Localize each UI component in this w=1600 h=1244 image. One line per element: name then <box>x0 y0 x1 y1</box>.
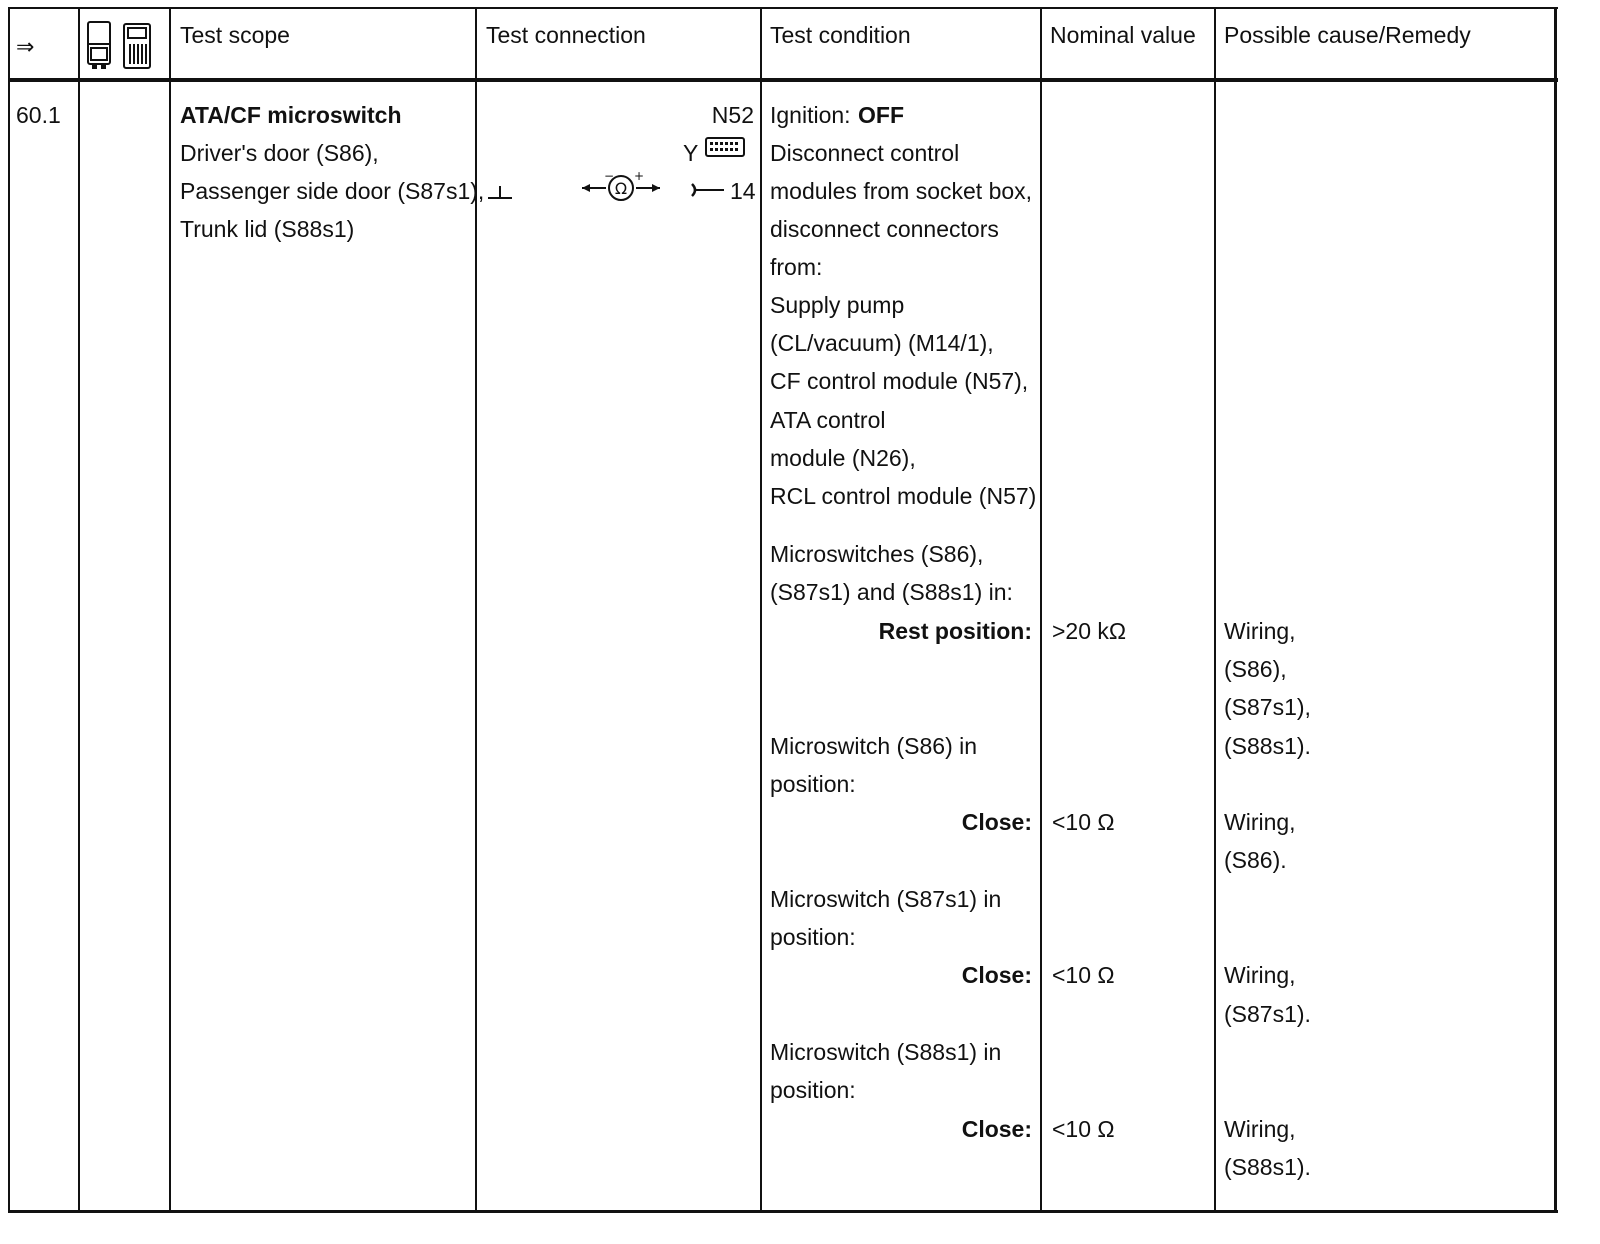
multimeter-icon <box>88 22 110 68</box>
table-border-top <box>8 7 1558 9</box>
close-label: Close: <box>961 962 1032 988</box>
remedy-line: (S88s1). <box>1224 733 1311 759</box>
svg-text:Ω: Ω <box>614 179 628 198</box>
condition-line: ATA control <box>770 407 886 433</box>
scope-title: ATA/CF microswitch <box>180 102 402 128</box>
condition-line: RCL control module (N57) <box>770 483 1037 509</box>
condition-line: position: <box>770 924 856 950</box>
table-border-bottom <box>8 1210 1558 1213</box>
nominal-close: <10 Ω <box>1052 809 1115 835</box>
condition-line: Microswitch (S87s1) in <box>770 886 1002 912</box>
remedy-line: (S86), <box>1224 656 1287 682</box>
nominal-rest: >20 kΩ <box>1052 618 1127 644</box>
condition-line: CF control module (N57), <box>770 368 1029 394</box>
condition-line: from: <box>770 254 823 280</box>
ignition-value: OFF <box>858 102 904 128</box>
rest-position-label: Rest position: <box>878 618 1032 644</box>
col-line-1 <box>78 7 80 1213</box>
col-line-4 <box>760 7 762 1213</box>
ohmmeter-icon <box>580 172 662 204</box>
header-nominal-value: Nominal value <box>1050 22 1196 48</box>
condition-line: disconnect connectors <box>770 216 999 242</box>
step-number: 60.1 <box>16 102 61 128</box>
remedy-line: Wiring, <box>1224 1116 1296 1142</box>
condition-line: position: <box>770 771 856 797</box>
socket-box-icon <box>704 136 746 160</box>
header-divider <box>8 78 1558 82</box>
col-line-6 <box>1214 7 1216 1213</box>
close-label: Close: <box>961 1116 1032 1142</box>
header-arrow: ⇒ <box>16 34 35 59</box>
nominal-close: <10 Ω <box>1052 1116 1115 1142</box>
condition-line: (CL/vacuum) (M14/1), <box>770 330 994 356</box>
condition-line: Disconnect control <box>770 140 960 166</box>
condition-line: modules from socket box, <box>770 178 1033 204</box>
connection-pin: 14 <box>730 178 756 204</box>
nominal-close: <10 Ω <box>1052 962 1115 988</box>
connection-module: N52 <box>711 102 754 128</box>
header-possible-cause: Possible cause/Remedy <box>1224 22 1471 48</box>
col-line-2 <box>169 7 171 1213</box>
condition-line: Microswitch (S86) in <box>770 733 978 759</box>
close-label: Close: <box>961 809 1032 835</box>
diagnostic-tester-icon <box>124 24 150 68</box>
tester-icons <box>86 18 158 72</box>
scope-line: Passenger side door (S87s1), <box>180 178 485 204</box>
condition-line: position: <box>770 1077 856 1103</box>
condition-line: Supply pump <box>770 292 905 318</box>
remedy-line: Wiring, <box>1224 962 1296 988</box>
connection-socket: Y <box>683 140 699 166</box>
scope-line: Driver's door (S86), <box>180 140 379 166</box>
ground-icon <box>486 184 514 204</box>
header-test-condition: Test condition <box>770 22 911 48</box>
scope-line: Trunk lid (S88s1) <box>180 216 355 242</box>
condition-line: (S87s1) and (S88s1) in: <box>770 579 1013 605</box>
condition-line: Microswitches (S86), <box>770 541 984 567</box>
col-line-7 <box>1554 7 1557 1213</box>
pin-connector-icon <box>688 182 728 198</box>
header-test-scope: Test scope <box>180 22 290 48</box>
header-test-connection: Test connection <box>486 22 646 48</box>
remedy-line: (S87s1). <box>1224 1001 1311 1027</box>
remedy-line: (S88s1). <box>1224 1154 1311 1180</box>
remedy-line: Wiring, <box>1224 809 1296 835</box>
col-line-0 <box>8 7 10 1213</box>
remedy-line: Wiring, <box>1224 618 1296 644</box>
condition-line: module (N26), <box>770 445 916 471</box>
svg-text:−: − <box>604 172 615 183</box>
remedy-line: (S87s1), <box>1224 694 1311 720</box>
remedy-line: (S86). <box>1224 847 1287 873</box>
ignition-label: Ignition: <box>770 102 851 128</box>
svg-text:+: + <box>634 172 645 183</box>
condition-line: Microswitch (S88s1) in <box>770 1039 1002 1065</box>
col-line-5 <box>1040 7 1042 1213</box>
